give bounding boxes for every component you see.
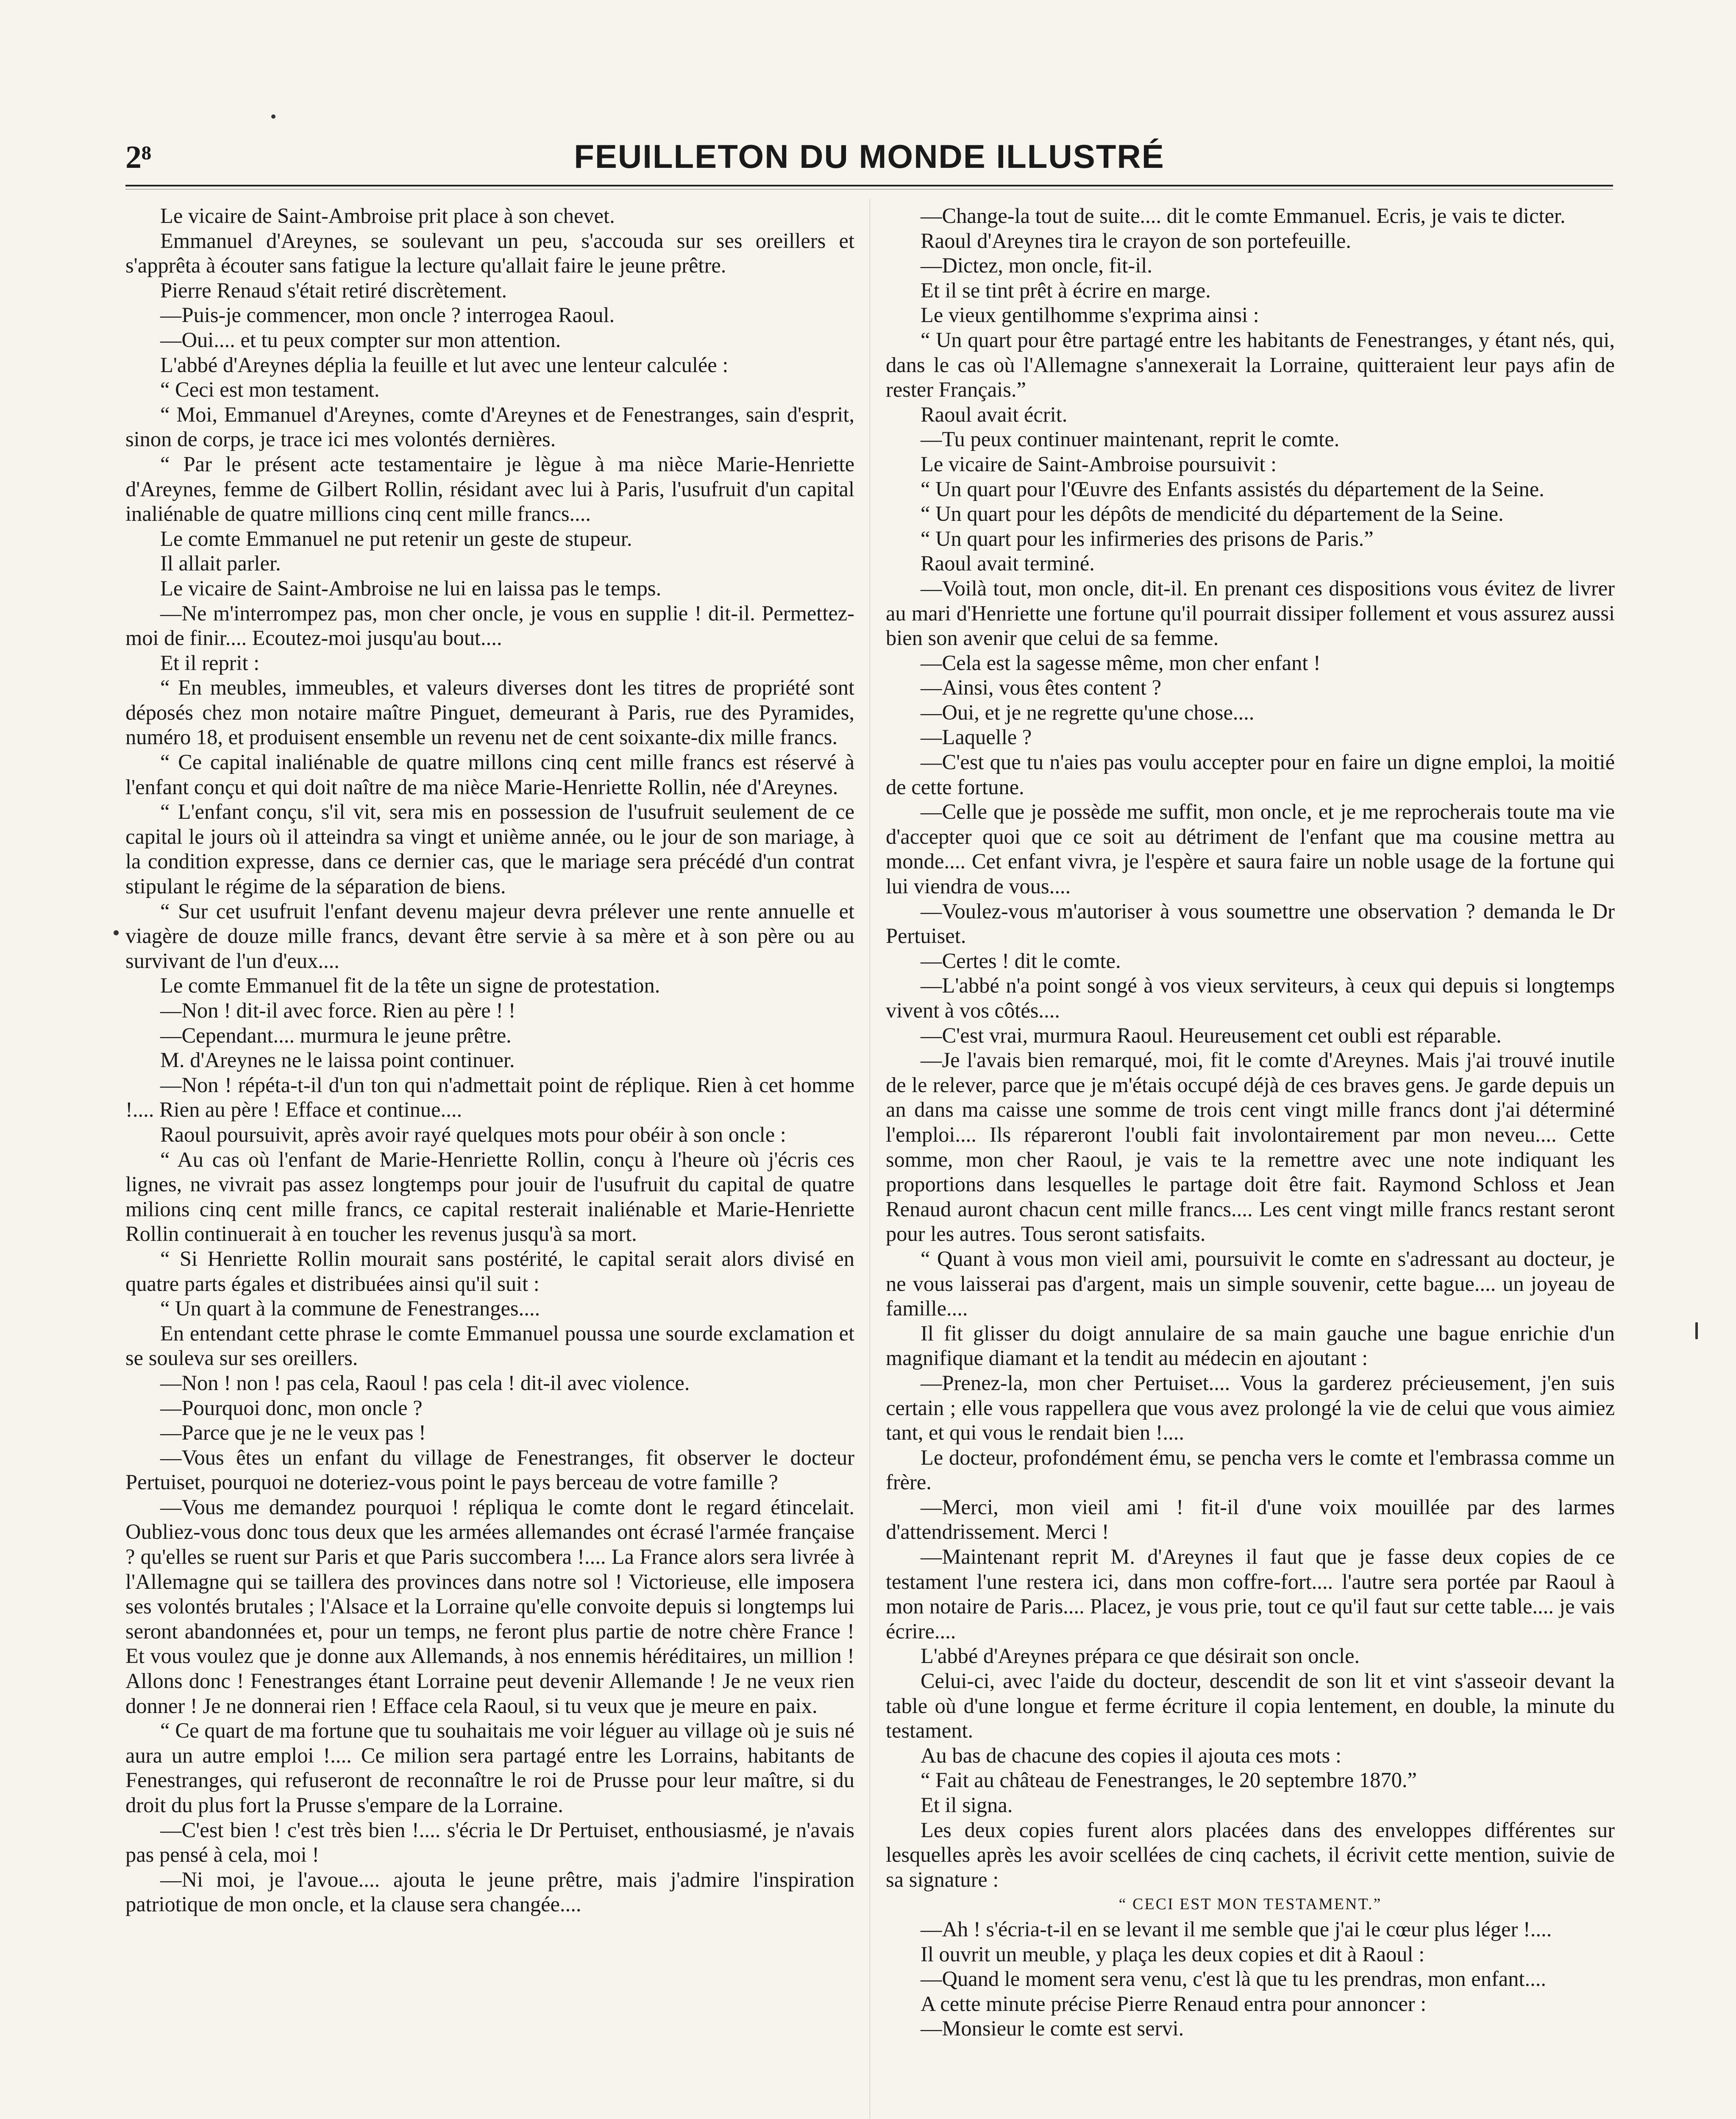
paragraph: —Ne m'interrompez pas, mon cher oncle, je vous en supplie ! dit-il. Permettez-moi de finir.... Ecoutez-moi jusqu'au bout....	[125, 601, 854, 650]
header-rule	[125, 185, 1613, 186]
paragraph: —Vous me demandez pourquoi ! répliqua le comte dont le regard étincelait. Oubliez-vous donc tous deux que les armées allemandes ont écrasé l'armée française ? qu'elles se ruent sur Paris et que Paris succombera !.... La France alors sera livrée à l'Allemagne qui se taillera des provinces dans notre sol ! Victorieuse, elle imposera ses volontés brutales ; l'Alsace et la Lorraine qu'elle convoite depuis si longtemps lui seront abandonnées et, pour un temps, ne feront plus partie de notre chère France ! Et vous voulez que je donne aux Allemands, à nos ennemis héréditaires, un million ! Allons donc ! Fenestranges étant Lorraine peut devenir Allemande ! Je ne veux rien donner ! Je ne donnerai rien ! Efface cela Raoul, si tu veux que je meure en paix.	[125, 1495, 854, 1718]
paragraph: L'abbé d'Areynes déplia la feuille et lut avec une lenteur calculée :	[160, 353, 729, 377]
paragraph: Emmanuel d'Areynes, se soulevant un peu, s'accouda sur ses oreillers et s'apprêta à écouter sans fatigue la lecture qu'allait faire le jeune prêtre.	[125, 228, 854, 278]
paragraph: L'abbé d'Areynes prépara ce que désirait son oncle.	[921, 1644, 1360, 1668]
paragraph: —C'est vrai, murmura Raoul. Heureusement cet oubli est réparable.	[921, 1023, 1502, 1047]
ink-mark	[1695, 1322, 1698, 1339]
page-number: 2⁸	[125, 139, 151, 175]
paragraph: Au bas de chacune des copies il ajouta ces mots :	[921, 1743, 1341, 1767]
paragraph: Raoul avait écrit.	[921, 402, 1068, 426]
running-title: FEUILLETON DU MONDE ILLUSTRÉ	[574, 138, 1165, 175]
paragraph: Le vicaire de Saint-Ambroise poursuivit :	[921, 452, 1277, 476]
paragraph: “ Au cas où l'enfant de Marie-Henriette Rollin, conçu à l'heure où j'écris ces lignes, ne vivrait pas assez longtemps pour jouir de l'usufruit du capital de quatre milions cinq cent mille francs, ce capital resterait inaliénable et Marie-Henriette Rollin continuerait à en toucher les revenus jusqu'à sa mort.	[125, 1147, 854, 1246]
paragraph: Le vicaire de Saint-Ambroise ne lui en laissa pas le temps.	[160, 576, 662, 600]
paragraph: Et il reprit :	[160, 651, 260, 675]
paragraph: Raoul poursuivit, après avoir rayé quelques mots pour obéir à son oncle :	[160, 1122, 786, 1146]
paragraph: —Quand le moment sera venu, c'est là que tu les prendras, mon enfant....	[921, 1967, 1546, 1991]
paragraph: —Certes ! dit le comte.	[921, 948, 1121, 973]
paragraph: —Oui, et je ne regrette qu'une chose....	[921, 700, 1255, 724]
paragraph: “ Un quart pour être partagé entre les habitants de Fenestranges, y étant nés, qui, dans le cas où l'Allemagne s'annexerait la Lorraine, quitteraient leur pays afin de rester Français.”	[886, 328, 1615, 402]
paragraph: —Monsieur le comte est servi.	[921, 2016, 1184, 2041]
paragraph: Le vicaire de Saint-Ambroise prit place à son chevet.	[160, 204, 615, 228]
paragraph: —Change-la tout de suite.... dit le comte Emmanuel. Ecris, je vais te dicter.	[921, 204, 1566, 228]
paragraph: A cette minute précise Pierre Renaud entra pour annoncer :	[921, 1991, 1427, 2016]
paragraph: Il ouvrit un meuble, y plaça les deux copies et dit à Raoul :	[921, 1942, 1425, 1966]
right-column	[886, 203, 1615, 2041]
paragraph: “ CECI EST MON TESTAMENT.”	[1118, 1895, 1382, 1913]
paragraph: “ L'enfant conçu, s'il vit, sera mis en possession de l'usufruit seulement de ce capital le jours où il atteindra sa vingt et unième année, ou le jour de son mariage, à la condition expresse, dans ce dernier cas, que le mariage sera précédé d'un contrat stipulant le régime de la séparation de biens.	[125, 800, 854, 898]
paragraph: “ Quant à vous mon vieil ami, poursuivit le comte en s'adressant au docteur, je ne vous laisserai pas d'argent, mais un simple souvenir, cette bague.... un joyeau de famille....	[886, 1246, 1615, 1321]
paragraph: “ Ceci est mon testament.	[160, 378, 380, 402]
paragraph: —Vous êtes un enfant du village de Fenestranges, fit observer le docteur Pertuiset, pourquoi ne doteriez-vous point le pays berceau de votre famille ?	[125, 1445, 854, 1494]
left-column	[125, 203, 854, 1917]
paragraph: Le docteur, profondément ému, se pencha vers le comte et l'embrassa comme un frère.	[886, 1445, 1615, 1494]
paragraph: “ Moi, Emmanuel d'Areynes, comte d'Areynes et de Fenestranges, sain d'esprit, sinon de corps, je trace ici mes volontés dernières.	[125, 402, 854, 451]
paragraph: En entendant cette phrase le comte Emmanuel poussa une sourde exclamation et se souleva sur ses oreillers.	[125, 1321, 854, 1370]
paragraph: “ Un quart à la commune de Fenestranges....	[160, 1296, 540, 1321]
paragraph: —Pourquoi donc, mon oncle ?	[160, 1396, 423, 1420]
paragraph: “ Par le présent acte testamentaire je lègue à ma nièce Marie-Henriette d'Areynes, femme de Gilbert Rollin, résidant avec lui à Paris, l'usufruit d'un capital inaliénable de quatre millions cinq cent mille francs....	[125, 452, 854, 526]
paragraph: “ En meubles, immeubles, et valeurs diverses dont les titres de propriété sont déposés chez mon notaire maître Pinguet, demeurant à Paris, rue des Pyramides, numéro 18, et produisent ensemble un revenu net de cent soixante-dix mille francs.	[125, 676, 854, 749]
paragraph: —Je l'avais bien remarqué, moi, fit le comte d'Areynes. Mais j'ai trouvé inutile de le relever, parce que je m'étais occupé déjà de ces braves gens. Je garde depuis un an dans ma caisse une somme de trois cent vingt mille francs dont j'ai déterminé l'emploi.... Ils répareront l'oubli fait involontairement par mon neveu.... Cette somme, mon cher Raoul, je vais te la remettre avec une note indiquant les proportions dans lesquelles le partage doit être fait. Raymond Schloss et Jean Renaud auront chacun cent mille francs.... Les cent vingt mille francs restant seront pour les autres. Tous seront satisfaits.	[886, 1048, 1615, 1246]
paragraph: Il allait parler.	[160, 551, 281, 576]
paragraph: —Laquelle ?	[921, 725, 1032, 749]
paragraph: “ Un quart pour les infirmeries des prisons de Paris.”	[921, 526, 1374, 551]
paragraph: —Dictez, mon oncle, fit-il.	[921, 253, 1152, 278]
paragraph: Et il se tint prêt à écrire en marge.	[921, 278, 1211, 302]
paragraph: —C'est bien ! c'est très bien !.... s'écria le Dr Pertuiset, enthousiasmé, je n'avais pas pensé à cela, moi !	[125, 1818, 854, 1867]
paragraph: Le vieux gentilhomme s'exprima ainsi :	[921, 303, 1259, 327]
paragraph: Les deux copies furent alors placées dans des enveloppes différentes sur lesquelles après les avoir scellées de cinq cachets, il écrivit cette mention, suivie de sa signature :	[886, 1818, 1615, 1891]
paragraph: —Voulez-vous m'autoriser à vous soumettre une observation ? demanda le Dr Pertuiset.	[886, 899, 1615, 948]
paragraph: —Prenez-la, mon cher Pertuiset.... Vous la garderez précieusement, j'en suis certain ; elle vous rappellera que vous avez prolongé la vie de celui que vous aimiez tant, et qui vous le rendait bien !....	[886, 1371, 1615, 1445]
paragraph: —Puis-je commencer, mon oncle ? interrogea Raoul.	[160, 303, 615, 327]
paragraph: “ Ce quart de ma fortune que tu souhaitais me voir léguer au village où je suis né aura un autre emploi !.... Ce milion sera partagé entre les Lorrains, habitants de Fenestranges, qui refuseront de reconnaître le roi de Prusse pour leur maître, si du droit du plus fort la Prusse s'empare de la Lorraine.	[125, 1719, 854, 1817]
paragraph: Il fit glisser du doigt annulaire de sa main gauche une bague enrichie d'un magnifique diamant et la tendit au médecin en ajoutant :	[886, 1321, 1615, 1370]
paragraph: —Ah ! s'écria-t-il en se levant il me semble que j'ai le cœur plus léger !....	[921, 1917, 1552, 1941]
paragraph: —L'abbé n'a point songé à vos vieux serviteurs, à ceux qui depuis si longtemps vivent à vos côtés....	[886, 973, 1615, 1022]
paragraph: —Ainsi, vous êtes content ?	[921, 676, 1162, 700]
ink-speck	[271, 114, 275, 119]
paragraph: —Celle que je possède me suffit, mon oncle, et je me reprocherais toute ma vie d'accepter quoi que ce soit au détriment de l'enfant que ma cousine mettra au monde.... Cet enfant vivra, je l'espère et saura faire un noble usage de la fortune qui lui viendra de vous....	[886, 800, 1615, 898]
paragraph: Celui-ci, avec l'aide du docteur, descendit de son lit et vint s'asseoir devant la table où d'une longue et ferme écriture il copia lentement, en double, la minute du testament.	[886, 1669, 1615, 1743]
paragraph: Et il signa.	[921, 1793, 1013, 1817]
paragraph: —Merci, mon vieil ami ! fit-il d'une voix mouillée par des larmes d'attendrissement. Merci !	[886, 1495, 1615, 1544]
paragraph: “ Un quart pour l'Œuvre des Enfants assistés du département de la Seine.	[921, 477, 1544, 501]
paragraph: —Tu peux continuer maintenant, reprit le comte.	[921, 427, 1340, 451]
paragraph: —Voilà tout, mon oncle, dit-il. En prenant ces dispositions vous évitez de livrer au mari d'Henriette une fortune qu'il pourrait dissiper follement et vous assurez aussi bien son avenir que celui de sa femme.	[886, 576, 1615, 650]
paragraph: Pierre Renaud s'était retiré discrètement.	[160, 278, 507, 302]
paragraph: —Non ! dit-il avec force. Rien au père ! !	[160, 998, 516, 1022]
paragraph: —Oui.... et tu peux compter sur mon attention.	[160, 328, 561, 352]
paragraph: M. d'Areynes ne le laissa point continuer.	[160, 1048, 515, 1072]
paragraph: “ Fait au château de Fenestranges, le 20 septembre 1870.”	[921, 1768, 1417, 1792]
paragraph: —Cependant.... murmura le jeune prêtre.	[160, 1023, 512, 1047]
paragraph: —Ni moi, je l'avoue.... ajouta le jeune prêtre, mais j'admire l'inspiration patriotique de mon oncle, et la clause sera changée....	[125, 1867, 854, 1916]
paragraph: Le comte Emmanuel fit de la tête un signe de protestation.	[160, 973, 660, 998]
paragraph: —C'est que tu n'aies pas voulu accepter pour en faire un digne emploi, la moitié de cette fortune.	[886, 750, 1615, 799]
paragraph: “ Si Henriette Rollin mourait sans postérité, le capital serait alors divisé en quatre parts égales et distribuées ainsi qu'il suit :	[125, 1246, 854, 1296]
paragraph: “ Un quart pour les dépôts de mendicité du département de la Seine.	[921, 502, 1504, 526]
paragraph: —Parce que je ne le veux pas !	[160, 1421, 426, 1445]
paragraph: Raoul d'Areynes tira le crayon de son portefeuille.	[921, 228, 1351, 253]
paragraph: Le comte Emmanuel ne put retenir un geste de stupeur.	[160, 526, 632, 551]
paragraph: “ Ce capital inaliénable de quatre millons cinq cent mille francs est réservé à l'enfant conçu et qui doit naître de ma nièce Marie-Henriette Rollin, née d'Areynes.	[125, 750, 854, 799]
paragraph: —Maintenant reprit M. d'Areynes il faut que je fasse deux copies de ce testament l'une restera ici, dans mon coffre-fort.... l'autre sera portée par Raoul à mon notaire de Paris.... Placez, je vous prie, tout ce qu'il faut sur cette table.... je vais écrire....	[886, 1545, 1615, 1643]
paragraph: —Non ! répéta-t-il d'un ton qui n'admettait point de réplique. Rien à cet homme !.... Rien au père ! Efface et continue....	[125, 1073, 854, 1122]
page-header	[125, 135, 1613, 181]
ink-speck	[114, 930, 119, 935]
paragraph: —Cela est la sagesse même, mon cher enfant !	[921, 651, 1321, 675]
paragraph: —Non ! non ! pas cela, Raoul ! pas cela ! dit-il avec violence.	[160, 1371, 690, 1395]
paragraph: Raoul avait terminé.	[921, 551, 1095, 576]
paragraph: “ Sur cet usufruit l'enfant devenu majeur devra prélever une rente annuelle et viagère de douze mille francs, devant être servie à sa mère et à son père ou au survivant de l'un d'eux....	[125, 899, 854, 973]
